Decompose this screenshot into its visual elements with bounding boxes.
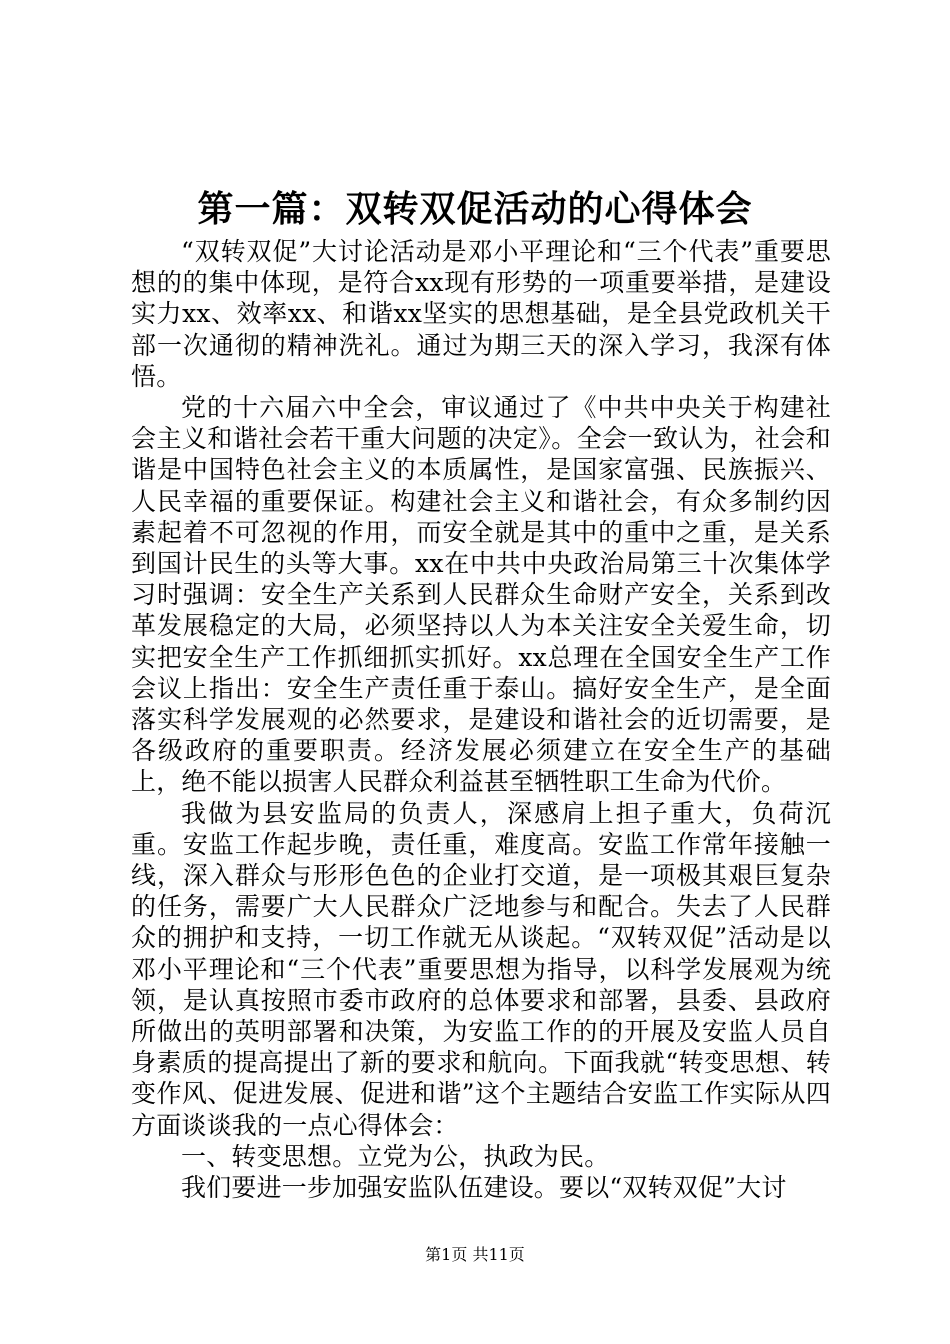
paragraph-1: “双转双促”大讨论活动是邓小平理论和“三个代表”重要思想的的集中体现，是符合xx现有形势的一项重要举措，是建设实力xx、效率xx、和谐xx坚实的思想基础，是全县党政机关干部一次通彻的精神洗礼。通过为期三天的深入学习，我深有体悟。 [131, 237, 831, 391]
paragraph-3: 我做为县安监局的负责人，深感肩上担子重大，负荷沉重。安监工作起步晚，责任重，难度高。安监工作常年接触一线，深入群众与形形色色的企业打交道，是一项极其艰巨复杂的任务，需要广大人民群众广泛地参与和配合。失去了人民群众的拥护和支持，一切工作就无从谈起。“双转双促”活动是以邓小平理论和“三个代表”重要思想为指导，以科学发展观为统领，是认真按照市委市政府的总体要求和部署，县委、县政府所做出的英明部署和决策，为安监工作的的开展及安监人员自身素质的提高提出了新的要求和航向。下面我就“转变思想、转变作风、促进发展、促进和谐”这个主题结合安监工作实际从四方面谈谈我的一点心得体会： [131, 798, 831, 1140]
section-heading-1: 一、转变思想。立党为公，执政为民。 [181, 1141, 610, 1171]
page-footer: 第1页 共11页 [425, 1245, 525, 1264]
document-body [131, 236, 831, 1203]
paragraph-2: 党的十六届六中全会，审议通过了《中共中央关于构建社会主义和谐社会若干重大问题的决定》。全会一致认为，社会和谐是中国特色社会主义的本质属性，是国家富强、民族振兴、人民幸福的重要保证。构建社会主义和谐社会，有众多制约因素起着不可忽视的作用，而安全就是其中的重中之重，是关系到国计民生的头等大事。xx在中共中央政治局第三十次集体学习时强调：安全生产关系到人民群众生命财产安全，关系到改革发展稳定的大局，必须坚持以人为本关注安全关爱生命，切实把安全生产工作抓细抓实抓好。xx总理在全国安全生产工作会议上指出：安全生产责任重于泰山。搞好安全生产，是全面落实科学发展观的必然要求，是建设和谐社会的近切需要，是各级政府的重要职责。经济发展必须建立在安全生产的基础上，绝不能以损害人民群众利益甚至牺牲职工生命为代价。 [131, 393, 831, 797]
paragraph-4: 我们要进一步加强安监队伍建设。要以“双转双促”大讨 [181, 1173, 787, 1203]
page-title: 第一篇：双转双促活动的心得体会 [197, 188, 753, 230]
